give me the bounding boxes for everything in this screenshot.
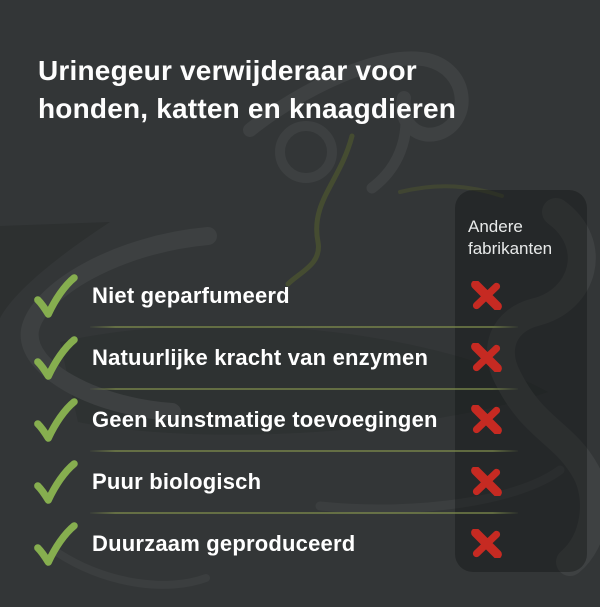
comparison-table [28, 266, 572, 574]
table-row [28, 514, 572, 574]
row-label: Geen kunstmatige toevoegingen [92, 407, 438, 432]
table-row [28, 266, 572, 326]
cross-icon [471, 281, 502, 310]
table-row [28, 328, 572, 388]
checkmark-icon [32, 521, 78, 567]
row-label: Duurzaam geproduceerd [92, 531, 356, 556]
cross-icon [471, 529, 502, 558]
page-title [38, 52, 456, 128]
checkmark-icon [32, 397, 78, 443]
row-label: Niet geparfumeerd [92, 283, 290, 308]
cross-icon [471, 467, 502, 496]
checkmark-icon [32, 273, 78, 319]
cross-icon [471, 343, 502, 372]
cross-icon [471, 405, 502, 434]
page-title-line1: Urinegeur verwijderaar voor [38, 55, 417, 86]
checkmark-icon [32, 459, 78, 505]
row-label: Natuurlijke kracht van enzymen [92, 345, 429, 370]
page-title-line2: honden, katten en knaagdieren [38, 93, 457, 124]
row-label: Puur biologisch [92, 469, 262, 494]
competitor-column-header: Andere fabrikanten [468, 217, 553, 258]
table-row [28, 452, 572, 512]
checkmark-icon [32, 335, 78, 381]
table-row [28, 390, 572, 450]
